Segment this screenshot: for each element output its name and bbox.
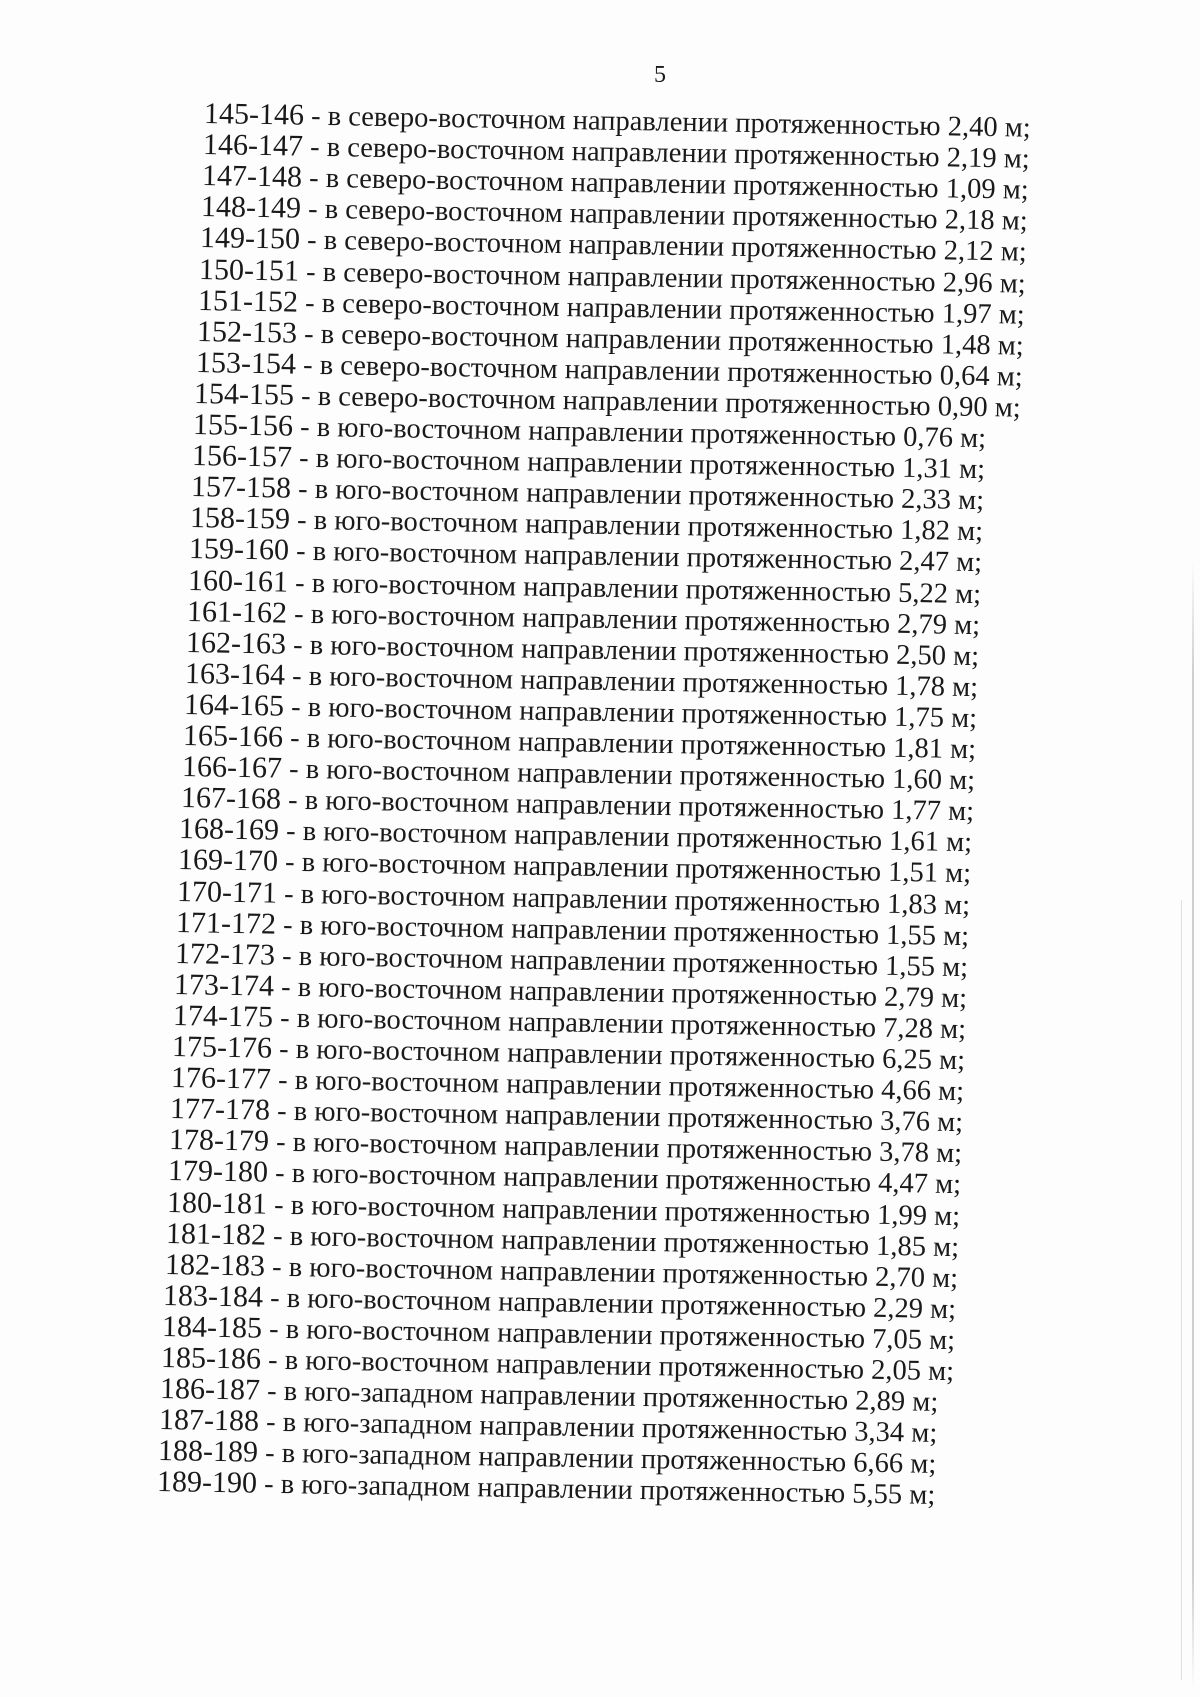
segment-range: 166-167: [181, 750, 282, 785]
segment-description: - в северо-восточном направлении протяженностью 2,96 м;: [298, 256, 1026, 300]
segment-range: 165-166: [182, 719, 283, 754]
segment-description: - в юго-восточном направлении протяженностью 2,50 м;: [285, 629, 980, 672]
segment-range: 171-172: [175, 905, 277, 941]
segment-description: - в юго-восточном направлении протяженностью 2,79 м;: [273, 971, 968, 1014]
segment-description: - в юго-восточном направлении протяженностью 4,66 м;: [270, 1064, 965, 1108]
segment-range: 172-173: [174, 936, 276, 972]
segment-range: 178-179: [168, 1123, 270, 1158]
segment-range: 147-148: [201, 159, 303, 194]
segment-description: - в юго-восточном направлении протяженностью 7,28 м;: [272, 1002, 967, 1046]
segment-description: - в северо-восточном направлении протяженностью 1,48 м;: [296, 318, 1024, 362]
segment-description: - в юго-восточном направлении протяженностью 2,29 м;: [263, 1282, 957, 1325]
segment-description: - в юго-восточном направлении протяженностью 1,99 м;: [266, 1189, 960, 1232]
segment-description: - в юго-восточном направлении протяженностью 1,81 м;: [282, 722, 976, 766]
segment-range: 157-158: [190, 470, 292, 505]
segment-description: - в юго-восточном направлении протяженностью 6,25 м;: [271, 1033, 966, 1077]
segment-description: - в юго-восточном направлении протяженностью 1,51 м;: [278, 847, 972, 890]
segment-range: 185-186: [161, 1341, 262, 1376]
segment-description: - в юго-восточном направлении протяженностью 7,05 м;: [262, 1313, 956, 1357]
segment-range: 169-170: [178, 843, 279, 879]
segment-range: 152-153: [196, 314, 297, 350]
segment-description: - в северо-восточном направлении протяженностью 1,09 м;: [301, 162, 1029, 206]
segment-range: 186-187: [159, 1372, 261, 1407]
segment-description: - в северо-восточном направлении протяженностью 2,19 м;: [302, 131, 1030, 175]
segment-description: - в юго-восточном направлении протяженностью 1,61 м;: [279, 815, 973, 859]
segment-range: 181-182: [165, 1216, 266, 1252]
segment-range: 164-165: [183, 687, 284, 723]
segment-range: 167-168: [180, 781, 281, 816]
segment-range: 160-161: [187, 563, 289, 599]
segment-range: 150-151: [198, 252, 299, 288]
segment-description: - в юго-восточном направлении протяженностью 2,70 м;: [264, 1251, 958, 1294]
segment-description: - в юго-восточном направлении протяженностью 1,78 м;: [284, 660, 979, 703]
segment-range: 188-189: [157, 1434, 259, 1469]
segment-description: - в юго-западном направлении протяженностью 5,55 м;: [256, 1469, 936, 1512]
segment-range: 187-188: [158, 1403, 260, 1438]
segment-description: - в юго-восточном направлении протяженностью 3,78 м;: [268, 1126, 963, 1170]
segment-range: 170-171: [177, 874, 278, 910]
segment-description: - в юго-восточном направлении протяженностью 1,82 м;: [289, 504, 984, 548]
segment-range: 159-160: [188, 532, 290, 568]
segment-description: - в северо-восточном направлении протяженностью 2,40 м;: [303, 100, 1031, 144]
segment-description: - в юго-восточном направлении протяженностью 2,05 м;: [261, 1344, 955, 1388]
segment-description: - в юго-восточном направлении протяженностью 5,22 м;: [287, 567, 982, 610]
segment-description: - в юго-западном направлении протяженностью 2,89 м;: [259, 1375, 939, 1418]
scan-edge-mark: [1181, 900, 1182, 1680]
segment-description: - в северо-восточном направлении протяженностью 1,97 м;: [297, 287, 1025, 331]
segment-description: - в северо-восточном направлении протяженностью 2,12 м;: [299, 225, 1027, 269]
segment-range: 158-159: [189, 501, 291, 536]
segment-description: - в юго-восточном направлении протяженностью 1,31 м;: [292, 442, 986, 486]
segment-range: 162-163: [185, 625, 287, 661]
segment-range: 174-175: [172, 998, 274, 1034]
segment-description: - в юго-восточном направлении протяженностью 1,77 м;: [280, 784, 974, 828]
segment-range: 183-184: [163, 1278, 264, 1314]
segment-range: 145-146: [203, 97, 305, 132]
segment-range: 177-178: [169, 1092, 271, 1127]
segment-range: 180-181: [166, 1185, 267, 1221]
segment-description: - в юго-западном направлении протяженностью 3,34 м;: [258, 1406, 938, 1450]
segment-description: - в северо-восточном направлении протяженностью 0,64 м;: [295, 349, 1023, 393]
segment-description: - в северо-восточном направлении протяженностью 2,18 м;: [300, 193, 1028, 238]
segment-range: 175-176: [171, 1030, 273, 1065]
segment-range: 173-174: [173, 967, 275, 1003]
segment-description: - в юго-восточном направлении протяженностью 1,55 м;: [274, 940, 969, 983]
segment-range: 148-149: [200, 190, 302, 225]
segment-description: - в северо-восточном направлении протяженностью 0,90 м;: [294, 380, 1022, 424]
segment-range: 184-185: [162, 1309, 263, 1345]
segment-range: 151-152: [197, 283, 298, 319]
segment-description: - в юго-восточном направлении протяженностью 1,60 м;: [281, 753, 975, 797]
segment-range: 179-180: [167, 1154, 268, 1190]
segment-range: 146-147: [202, 128, 304, 163]
segment-description: - в юго-восточном направлении протяженностью 2,79 м;: [286, 598, 981, 641]
segment-range: 161-162: [186, 594, 288, 630]
scan-edge-mark: [1192, 560, 1194, 1690]
segment-description: - в юго-восточном направлении протяженностью 4,47 м;: [267, 1158, 962, 1201]
segment-range: 156-157: [192, 439, 293, 474]
segment-range: 155-156: [193, 408, 294, 443]
segment-description: - в юго-восточном направлении протяженностью 3,76 м;: [269, 1095, 964, 1139]
segment-description: - в юго-западном направлении протяженностью 6,66 м;: [257, 1437, 937, 1481]
segment-range: 149-150: [199, 221, 300, 257]
segment-description: - в юго-восточном направлении протяженностью 1,55 м;: [275, 909, 970, 952]
segment-description: - в юго-восточном направлении протяженностью 2,47 м;: [288, 536, 983, 579]
segment-description: - в юго-восточном направлении протяженностью 2,33 м;: [290, 473, 985, 517]
segment-description: - в юго-восточном направлении протяженностью 0,76 м;: [293, 411, 987, 455]
segment-range: 163-164: [184, 656, 286, 692]
page-number: 5: [654, 62, 666, 88]
segment-range: 189-190: [156, 1465, 258, 1501]
segment-range: 182-183: [164, 1247, 265, 1283]
segment-description: - в юго-восточном направлении протяженностью 1,83 м;: [277, 878, 971, 921]
segment-range: 176-177: [170, 1061, 272, 1096]
segment-range: 154-155: [194, 376, 295, 412]
segment-range: 153-154: [195, 345, 296, 381]
segment-description: - в юго-восточном направлении протяженностью 1,85 м;: [265, 1220, 959, 1263]
segment-description: - в юго-восточном направлении протяженностью 1,75 м;: [283, 691, 978, 735]
segment-range: 168-169: [179, 812, 280, 847]
